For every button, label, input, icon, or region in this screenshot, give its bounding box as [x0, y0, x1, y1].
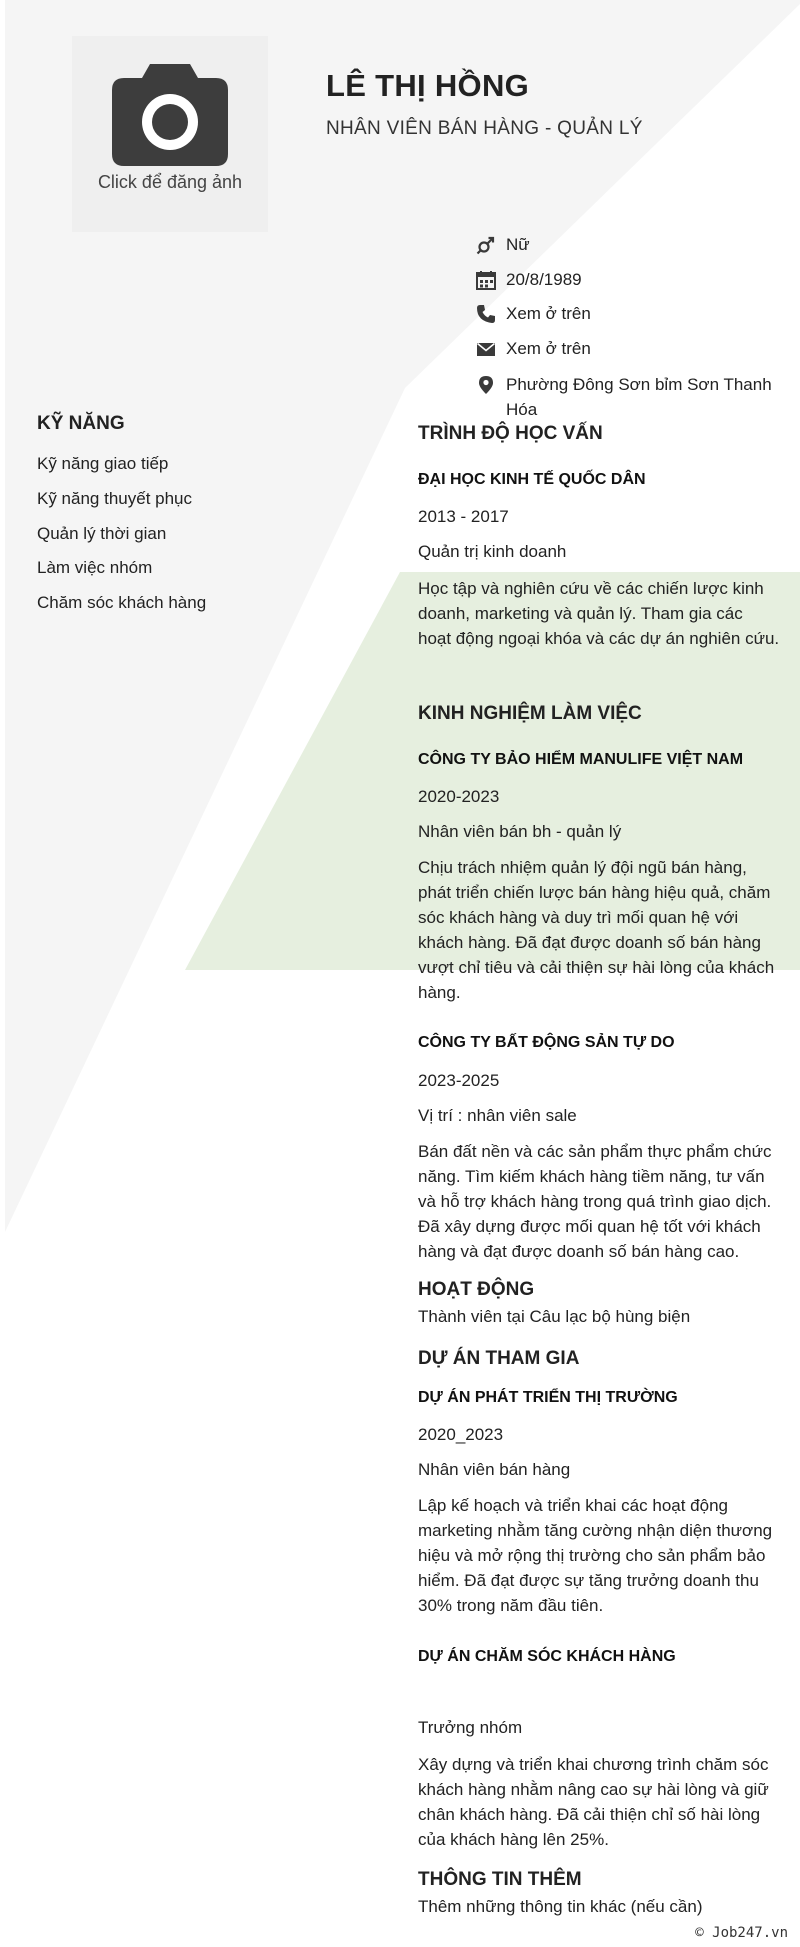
address-value: Phường Đông Sơn bỉm Sơn Thanh Hóa — [506, 375, 772, 419]
skill-item: Kỹ năng thuyết phục — [37, 489, 193, 508]
envelope-icon — [476, 339, 496, 359]
job-position: Vị trí : nhân viên sale — [418, 1106, 577, 1125]
experience-heading: KINH NGHIỆM LÀM VIỆC — [418, 703, 642, 724]
birthday-value: 20/8/1989 — [506, 270, 582, 289]
education-description: Học tập và nghiên cứu về các chiến lược kinh doanh, marketing và quản lý. Tham gia các hoạt động ngoại khóa và các dự án nghiên cứu. — [418, 579, 780, 648]
education-school: ĐẠI HỌC KINH TẾ QUỐC DÂN — [418, 471, 646, 488]
calendar-icon — [476, 270, 496, 290]
email-value: Xem ở trên — [506, 339, 591, 358]
activities-heading: HOẠT ĐỘNG — [418, 1279, 535, 1300]
additional-heading: THÔNG TIN THÊM — [418, 1869, 582, 1890]
additional-text: Thêm những thông tin khác (nếu cần) — [418, 1897, 703, 1916]
project-role: Nhân viên bán hàng — [418, 1460, 571, 1479]
education-heading: TRÌNH ĐỘ HỌC VẤN — [418, 423, 603, 444]
footer-brand[interactable]: © Job247.vn — [695, 1925, 788, 1941]
activities-text: Thành viên tại Câu lạc bộ hùng biện — [418, 1307, 691, 1326]
job-position: Nhân viên bán bh - quản lý — [418, 822, 622, 841]
project-period: 2020_2023 — [418, 1425, 504, 1444]
skill-item: Làm việc nhóm — [37, 558, 153, 577]
job-description: Bán đất nền và các sản phẩm thực phẩm chức năng. Tìm kiếm khách hàng tiềm năng, tư vấn và hỗ trợ khách hàng trong quá trình giao dịch. Đã xây dựng được mối quan hệ tốt với khách hàng và đạt được doanh số bán hàng cao. — [418, 1142, 772, 1261]
gender-value: Nữ — [506, 235, 530, 254]
photo-upload-box[interactable] — [72, 36, 268, 232]
projects-heading: DỰ ÁN THAM GIA — [418, 1348, 580, 1369]
gender-icon — [476, 235, 496, 255]
project-name: DỰ ÁN CHĂM SÓC KHÁCH HÀNG — [418, 1648, 676, 1665]
job-company: CÔNG TY BẤT ĐỘNG SẢN TỰ DO — [418, 1034, 675, 1051]
job-company: CÔNG TY BẢO HIỂM MANULIFE VIỆT NAM — [418, 751, 744, 768]
education-major: Quản trị kinh doanh — [418, 542, 567, 561]
project-description: Lập kế hoạch và triển khai các hoạt động marketing nhằm tăng cường nhận diện thương hiệu và mở rộng thị trường cho sản phẩm bảo hiểm. Đã đạt được sự tăng trưởng doanh thu 30% trong năm đầu tiên. — [418, 1496, 773, 1615]
education-period: 2013 - 2017 — [418, 507, 509, 526]
skills-heading: KỸ NĂNG — [37, 413, 125, 434]
job-description: Chịu trách nhiệm quản lý đội ngũ bán hàng, phát triển chiến lược bán hàng hiệu quả, chăm sóc khách hàng và duy trì mối quan hệ với khách hàng. Đã đạt được doanh số bán hàng vượt chỉ tiêu và cải thiện sự hài lòng của khách hàng. — [418, 858, 775, 1002]
skill-item: Kỹ năng giao tiếp — [37, 454, 169, 473]
project-description: Xây dựng và triển khai chương trình chăm sóc khách hàng nhằm nâng cao sự hài lòng và giữ chân khách hàng. Đã cải thiện chỉ số hài lòng của khách hàng lên 25%. — [418, 1755, 769, 1849]
camera-icon — [112, 64, 228, 166]
project-name: DỰ ÁN PHÁT TRIỂN THỊ TRƯỜNG — [418, 1389, 678, 1406]
skill-item: Quản lý thời gian — [37, 524, 167, 543]
location-pin-icon — [476, 375, 496, 395]
candidate-job-title: NHÂN VIÊN BÁN HÀNG - QUẢN LÝ — [326, 118, 643, 139]
phone-icon — [476, 304, 496, 324]
phone-value: Xem ở trên — [506, 304, 591, 323]
skill-item: Chăm sóc khách hàng — [37, 593, 207, 612]
candidate-name: LÊ THỊ HỒNG — [326, 68, 530, 103]
job-period: 2023-2025 — [418, 1071, 500, 1090]
photo-caption: Click để đăng ảnh — [97, 172, 243, 192]
project-role: Trưởng nhóm — [418, 1718, 523, 1737]
job-period: 2020-2023 — [418, 787, 500, 806]
